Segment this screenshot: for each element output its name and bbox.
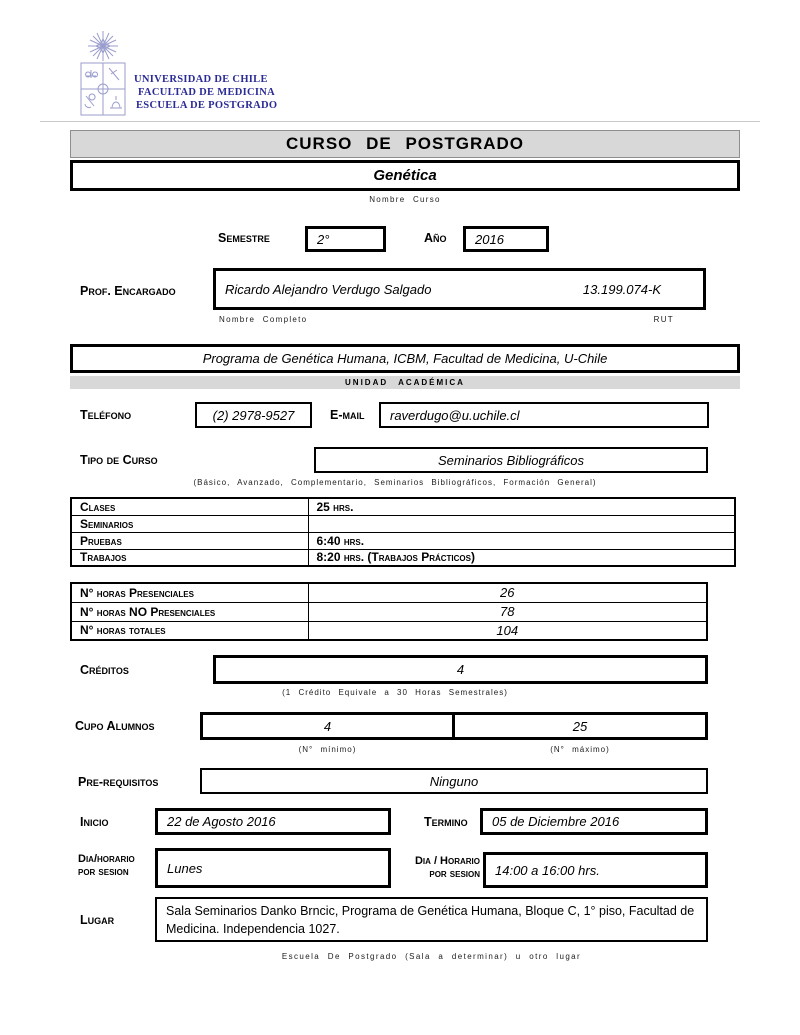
quota-min-box (200, 712, 455, 740)
email-value: raverdugo@u.uchile.cl (390, 407, 520, 423)
course-type-label: Tipo de Curso (80, 453, 158, 467)
start-value: 22 de Agosto 2016 (167, 814, 276, 829)
hours-row-value: 8:20 hrs. (Trabajos Prácticos) (308, 549, 735, 566)
quota-max-value: 25 (572, 718, 588, 734)
course-name: Genética (373, 167, 437, 184)
session-day-box (155, 848, 391, 888)
totals-row-label: N° horas totales (71, 621, 308, 640)
phone-label: Teléfono (80, 408, 132, 422)
prerequisites-label: Pre-requisitos (78, 775, 159, 789)
university-crest-icon (72, 30, 134, 125)
letterhead-faculty: FACULTAD DE MEDICINA (138, 87, 276, 98)
hours-row-label: Seminarios (71, 515, 308, 532)
credits-label: Créditos (80, 663, 129, 677)
professor-captions (213, 315, 706, 324)
hours-row-label: Clases (71, 498, 308, 515)
table-row (71, 621, 707, 640)
location-label: Lugar (80, 913, 115, 927)
hours-row-value (308, 515, 735, 532)
end-label: Termino (424, 815, 468, 829)
table-row (71, 549, 735, 566)
prerequisites-box (200, 768, 708, 794)
credits-value-box (213, 655, 708, 684)
year-label: Año (424, 231, 447, 245)
location-value: Sala Seminarios Danko Brncic, Programa de Genética Humana, Bloque C, 1° piso, Facultad de Medicina. Independencia 1027. (166, 904, 695, 937)
letterhead-school: ESCUELA DE POSTGRADO (136, 100, 278, 111)
session-time-label-line1: Dia / Horario (414, 855, 480, 867)
hours-row-label: Pruebas (71, 532, 308, 549)
table-row (71, 515, 735, 532)
location-caption: Escuela De Postgrado (Sala a determinar) u otro lugar (281, 952, 582, 961)
quota-max-caption: (N° máximo) (550, 745, 610, 754)
end-value: 05 de Diciembre 2016 (492, 814, 620, 829)
course-name-caption: Nombre Curso (369, 195, 441, 204)
session-time-label-line2: por sesion (429, 867, 480, 880)
page-title: CURSO DE POSTGRADO (70, 130, 740, 158)
session-day-value: Lunes (167, 860, 203, 876)
quota-label: Cupo Alumnos (75, 719, 155, 733)
quota-min-caption: (N° mínimo) (298, 745, 357, 754)
totals-row-label: N° horas Presenciales (71, 583, 308, 602)
email-label: E-mail (330, 408, 365, 422)
header-divider (40, 121, 760, 122)
totals-row-value: 26 (308, 583, 707, 602)
totals-row-label: N° horas NO Presenciales (71, 602, 308, 621)
start-label: Inicio (80, 815, 109, 829)
academic-unit-value: Programa de Genética Humana, ICBM, Facultad de Medicina, U-Chile (202, 351, 608, 366)
totals-row-value: 78 (308, 602, 707, 621)
session-day-label (78, 853, 135, 878)
letterhead (134, 73, 277, 112)
course-name-box (70, 160, 740, 191)
credits-caption: (1 Crédito Equivale a 30 Horas Semestrales) (282, 688, 508, 697)
location-box (155, 897, 708, 942)
professor-rut: 13.199.074-K (582, 281, 661, 297)
end-value-box (480, 808, 708, 835)
session-time-label (383, 855, 480, 880)
email-value-box (379, 402, 709, 428)
session-time-value: 14:00 a 16:00 hrs. (495, 862, 600, 878)
professor-name: Ricardo Alejandro Verdugo Salgado (225, 281, 432, 297)
hours-table (70, 497, 736, 567)
course-type-box (314, 447, 708, 473)
table-row (71, 602, 707, 621)
quota-min-value: 4 (323, 718, 332, 734)
letterhead-university: UNIVERSIDAD DE CHILE (134, 74, 268, 85)
phone-value-box (195, 402, 312, 428)
session-day-label-line1: Dia/horario (78, 853, 135, 865)
professor-rut-caption: RUT (653, 315, 674, 324)
hours-row-value: 25 hrs. (308, 498, 735, 515)
prerequisites-value: Ninguno (429, 773, 479, 789)
session-day-label-line2: por sesion (78, 865, 129, 878)
course-type-caption: (Básico, Avanzado, Complementario, Seminarios Bibliográficos, Formación General) (193, 478, 597, 487)
year-value-box (463, 226, 549, 252)
year-value: 2016 (475, 231, 504, 247)
semester-value: 2° (317, 231, 330, 247)
hours-row-label: Trabajos (71, 549, 308, 566)
phone-value: (2) 2978-9527 (212, 407, 295, 423)
professor-label: Prof. Encargado (80, 284, 176, 298)
session-time-box (483, 852, 708, 888)
start-value-box (155, 808, 391, 835)
semester-value-box (305, 226, 386, 252)
academic-unit-caption: UNIDAD ACADÉMICA (70, 376, 740, 389)
table-row (71, 532, 735, 549)
credits-value: 4 (456, 662, 465, 677)
table-row (71, 583, 707, 602)
totals-table (70, 582, 708, 641)
hours-row-value: 6:40 hrs. (308, 532, 735, 549)
totals-row-value: 104 (308, 621, 707, 640)
quota-max-box (452, 712, 708, 740)
table-row (71, 498, 735, 515)
course-type-value: Seminarios Bibliográficos (438, 452, 584, 468)
semester-label: Semestre (218, 231, 270, 245)
professor-box (213, 268, 706, 310)
professor-name-caption: Nombre Completo (219, 315, 308, 324)
academic-unit-box (70, 344, 740, 373)
